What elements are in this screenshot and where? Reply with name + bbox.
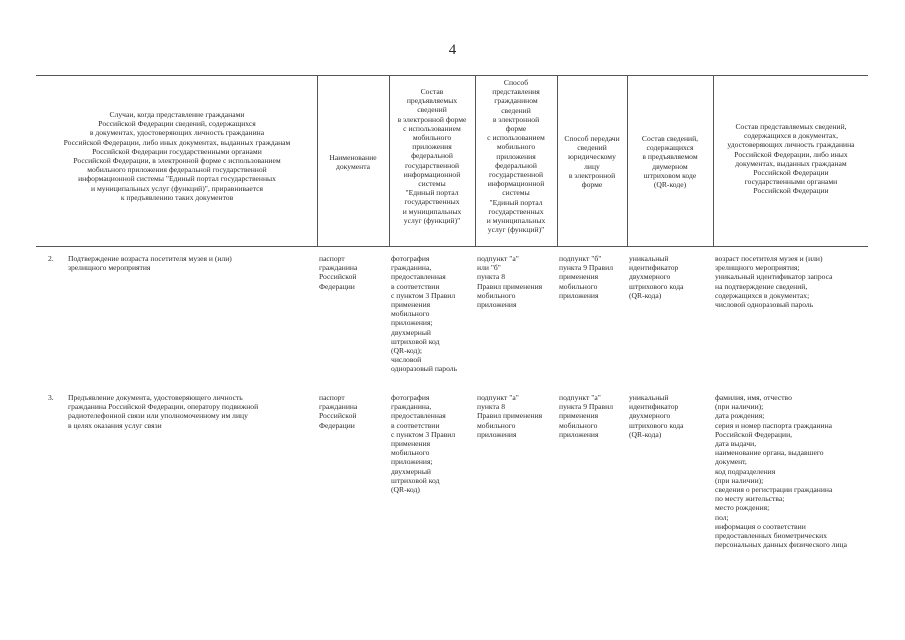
header-column-divider xyxy=(557,75,558,246)
row-presented-information: фамилия, имя, отчество (при наличии); дата рождения; серия и номер паспорта гражданина Российской Федерации, дата выдачи, наименование органа, выдавшего документ, код подразделения (при наличии); сведения о регистрации гражданина по месту жительства; место рождения; пол; информация о соответствии предоставленных биометрических персональных данных физического лица xyxy=(715,393,847,550)
row-transfer-method: подпункт "а" пункта 9 Правил применения мобильного приложения xyxy=(559,393,613,439)
row-number: 3. xyxy=(48,393,54,402)
row-presented-information: возраст посетителя музея и (или) зрелищного мероприятия; уникальный идентификатор запроса на подтверждение сведений, содержащихся в документах; числовой одноразовый пароль xyxy=(715,254,833,310)
row-submission-method: подпункт "а" пункта 8 Правил применения мобильного приложения xyxy=(477,393,543,439)
header-submission-method: Способ представления гражданином сведений в электронной форме с использованием мобильного приложения федеральной государственной информационной системы "Единый портал государственных и муниципальных услуг (функций)" xyxy=(486,78,546,235)
page-number: 4 xyxy=(448,42,457,58)
table-top-border xyxy=(36,75,868,76)
table-header-bottom-border xyxy=(36,246,868,247)
header-document-name: Наименование документа xyxy=(329,153,377,172)
header-column-divider xyxy=(389,75,390,246)
row-document-name: паспорт гражданина Российской Федерации xyxy=(319,393,358,430)
row-information-composition: фотография гражданина, предоставленная в соответствии с пунктом 3 Правил применения мобильного приложения; двухмерный штриховой код (QR-код) xyxy=(391,393,456,495)
header-presented-information: Состав представляемых сведений, содержащихся в документах, удостоверяющих личность гражданина Российской Федерации, либо иных документах, выданных гражданам Российской Федерации государственными органами Российской Федерации xyxy=(727,122,855,196)
row-transfer-method: подпункт "б" пункта 9 Правил применения мобильного приложения xyxy=(559,254,613,300)
row-information-composition: фотография гражданина, предоставленная в соответствии с пунктом 3 Правил применения мобильного приложения; двухмерный штриховой код (QR-код); числовой одноразовый пароль xyxy=(391,254,458,374)
header-cases: Случаи, когда представление гражданами Российской Федерации сведений, содержащихся в документах, удостоверяющих личность гражданина Российской Федерации, либо иных документах, выданных гражданам Российской Федерации государственными органами Российской Федерации, в электронной форме с использованием мобильного приложения федеральной государственной информационной системы "Единый портал государственных и муниципальных услуг (функций)", приравнивается к предъявлению таких документов xyxy=(63,110,291,202)
row-case-description: Предъявление документа, удостоверяющего личность гражданина Российской Федерации, оператору подвижной радиотелефонной связи или уполномоченному им лицу в целях оказания услуг связи xyxy=(68,393,259,430)
row-document-name: паспорт гражданина Российской Федерации xyxy=(319,254,358,291)
header-qr-code-contents: Состав сведений, содержащихся в предъявляемом двумерном штриховом коде (QR-коде) xyxy=(641,134,699,190)
row-submission-method: подпункт "а" или "б" пункта 8 Правил применения мобильного приложения xyxy=(477,254,543,310)
header-column-divider xyxy=(713,75,714,246)
row-case-description: Подтверждение возраста посетителя музея и (или) зрелищного мероприятия xyxy=(68,254,232,273)
header-transfer-method: Способ передачи сведений юридическому лицу в электронной форме xyxy=(564,134,620,190)
header-column-divider xyxy=(627,75,628,246)
header-column-divider xyxy=(475,75,476,246)
header-column-divider xyxy=(317,75,318,246)
row-qr-code-contents: уникальный идентификатор двухмерного штрихового кода (QR-кода) xyxy=(629,393,684,439)
row-number: 2. xyxy=(48,254,54,263)
header-information-composition: Состав предъявляемых сведений в электронной форме с использованием мобильного приложения федеральной государственной информационной системы "Единый портал государственных и муниципальных услуг (функций)" xyxy=(397,87,467,225)
row-qr-code-contents: уникальный идентификатор двухмерного штрихового кода (QR-кода) xyxy=(629,254,684,300)
